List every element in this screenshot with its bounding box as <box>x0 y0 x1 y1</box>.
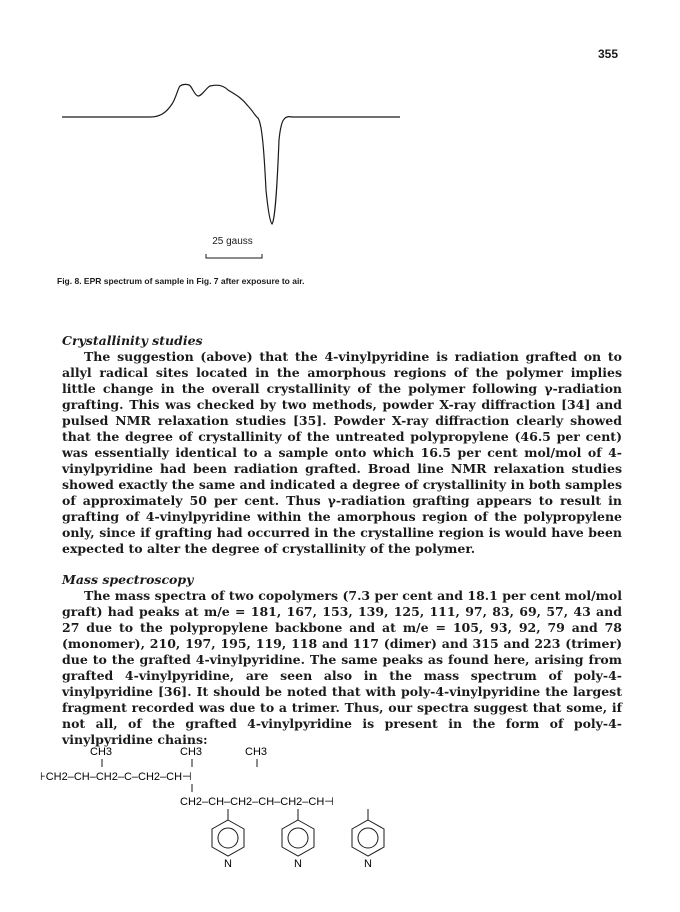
scale-label: 25 gauss <box>212 236 253 247</box>
epr-spectrum-figure <box>0 0 680 270</box>
mass-heading: Mass spectroscopy <box>62 572 194 587</box>
pyridine-ring-3 <box>352 809 384 856</box>
crystallinity-heading: Crystallinity studies <box>62 333 203 348</box>
figure-caption: Fig. 8. EPR spectrum of sample in Fig. 7 after exposure to air. <box>57 276 305 286</box>
mass-paragraph <box>62 588 622 748</box>
ch3-2: CH3 <box>180 746 203 758</box>
page-number: 355 <box>597 47 618 61</box>
ring-n-3: N <box>364 858 372 870</box>
ring-n-1: N <box>224 858 232 870</box>
scale-bar <box>206 254 262 258</box>
ring-n-2: N <box>294 858 302 870</box>
graft-chain: CH2–CH–CH2–CH–CH2–CH⊣ <box>180 796 334 808</box>
pyridine-ring-2 <box>282 809 314 856</box>
crystallinity-paragraph <box>62 349 622 557</box>
poly-vinylpyridine-structure <box>40 740 440 890</box>
epr-spectrum-trace <box>62 84 400 224</box>
backbone-chain: ⊦CH2–CH–CH2–C–CH2–CH⊣ <box>40 771 192 783</box>
mass-text: The mass spectra of two copolymers (7.3 per cent and 18.1 per cent mol/mol graft) had peaks at m/e = 181, 167, 153, 139, 125, 111, 97, 83, 69, 57, 43 and 27 due to the polypropylene backbone and at m/e = 105, 93, 92, 79 and 78 (monomer), 210, 197, 195, 119, 118 and 117 (dimer) and 315 and 223 (trimer) due to the grafted 4-vinylpyridine. The same peaks as found here, arising from grafted 4-vinylpyridine, are seen also in the mass spectrum of poly-4-vinylpyridine [36]. It should be noted that with poly-4-vinylpyridine the largest fragment recorded was due to a trimer. Thus, our spectra suggest that some, if not all, of the grafted 4-vinylpyridine is present in the form of poly-4-vinylpyridine chains: <box>62 588 622 747</box>
ch3-1: CH3 <box>90 746 113 758</box>
pyridine-ring-1 <box>212 809 244 856</box>
crystallinity-text: The suggestion (above) that the 4-vinylpyridine is radiation grafted on to allyl radical sites located in the amorphous regions of the polymer implies little change in the overall crystallinity of the polymer following γ-radiation grafting. This was checked by two methods, powder X-ray diffraction [34] and pulsed NMR relaxation studies [35]. Powder X-ray diffraction clearly showed that the degree of crystallinity of the untreated polypropylene (46.5 per cent) was essentially identical to a sample onto which 16.5 per cent mol/mol of 4-vinylpyridine had been radiation grafted. Broad line NMR relaxation studies showed exactly the same and indicated a degree of crystallinity in both samples of approximately 50 per cent. Thus γ-radiation grafting appears to result in grafting of 4-vinylpyridine within the amorphous region of the polypropylene only, since if grafting had occurred in the crystalline region is would have been expected to alter the degree of crystallinity of the polymer. <box>62 349 622 556</box>
ch3-3: CH3 <box>245 746 268 758</box>
